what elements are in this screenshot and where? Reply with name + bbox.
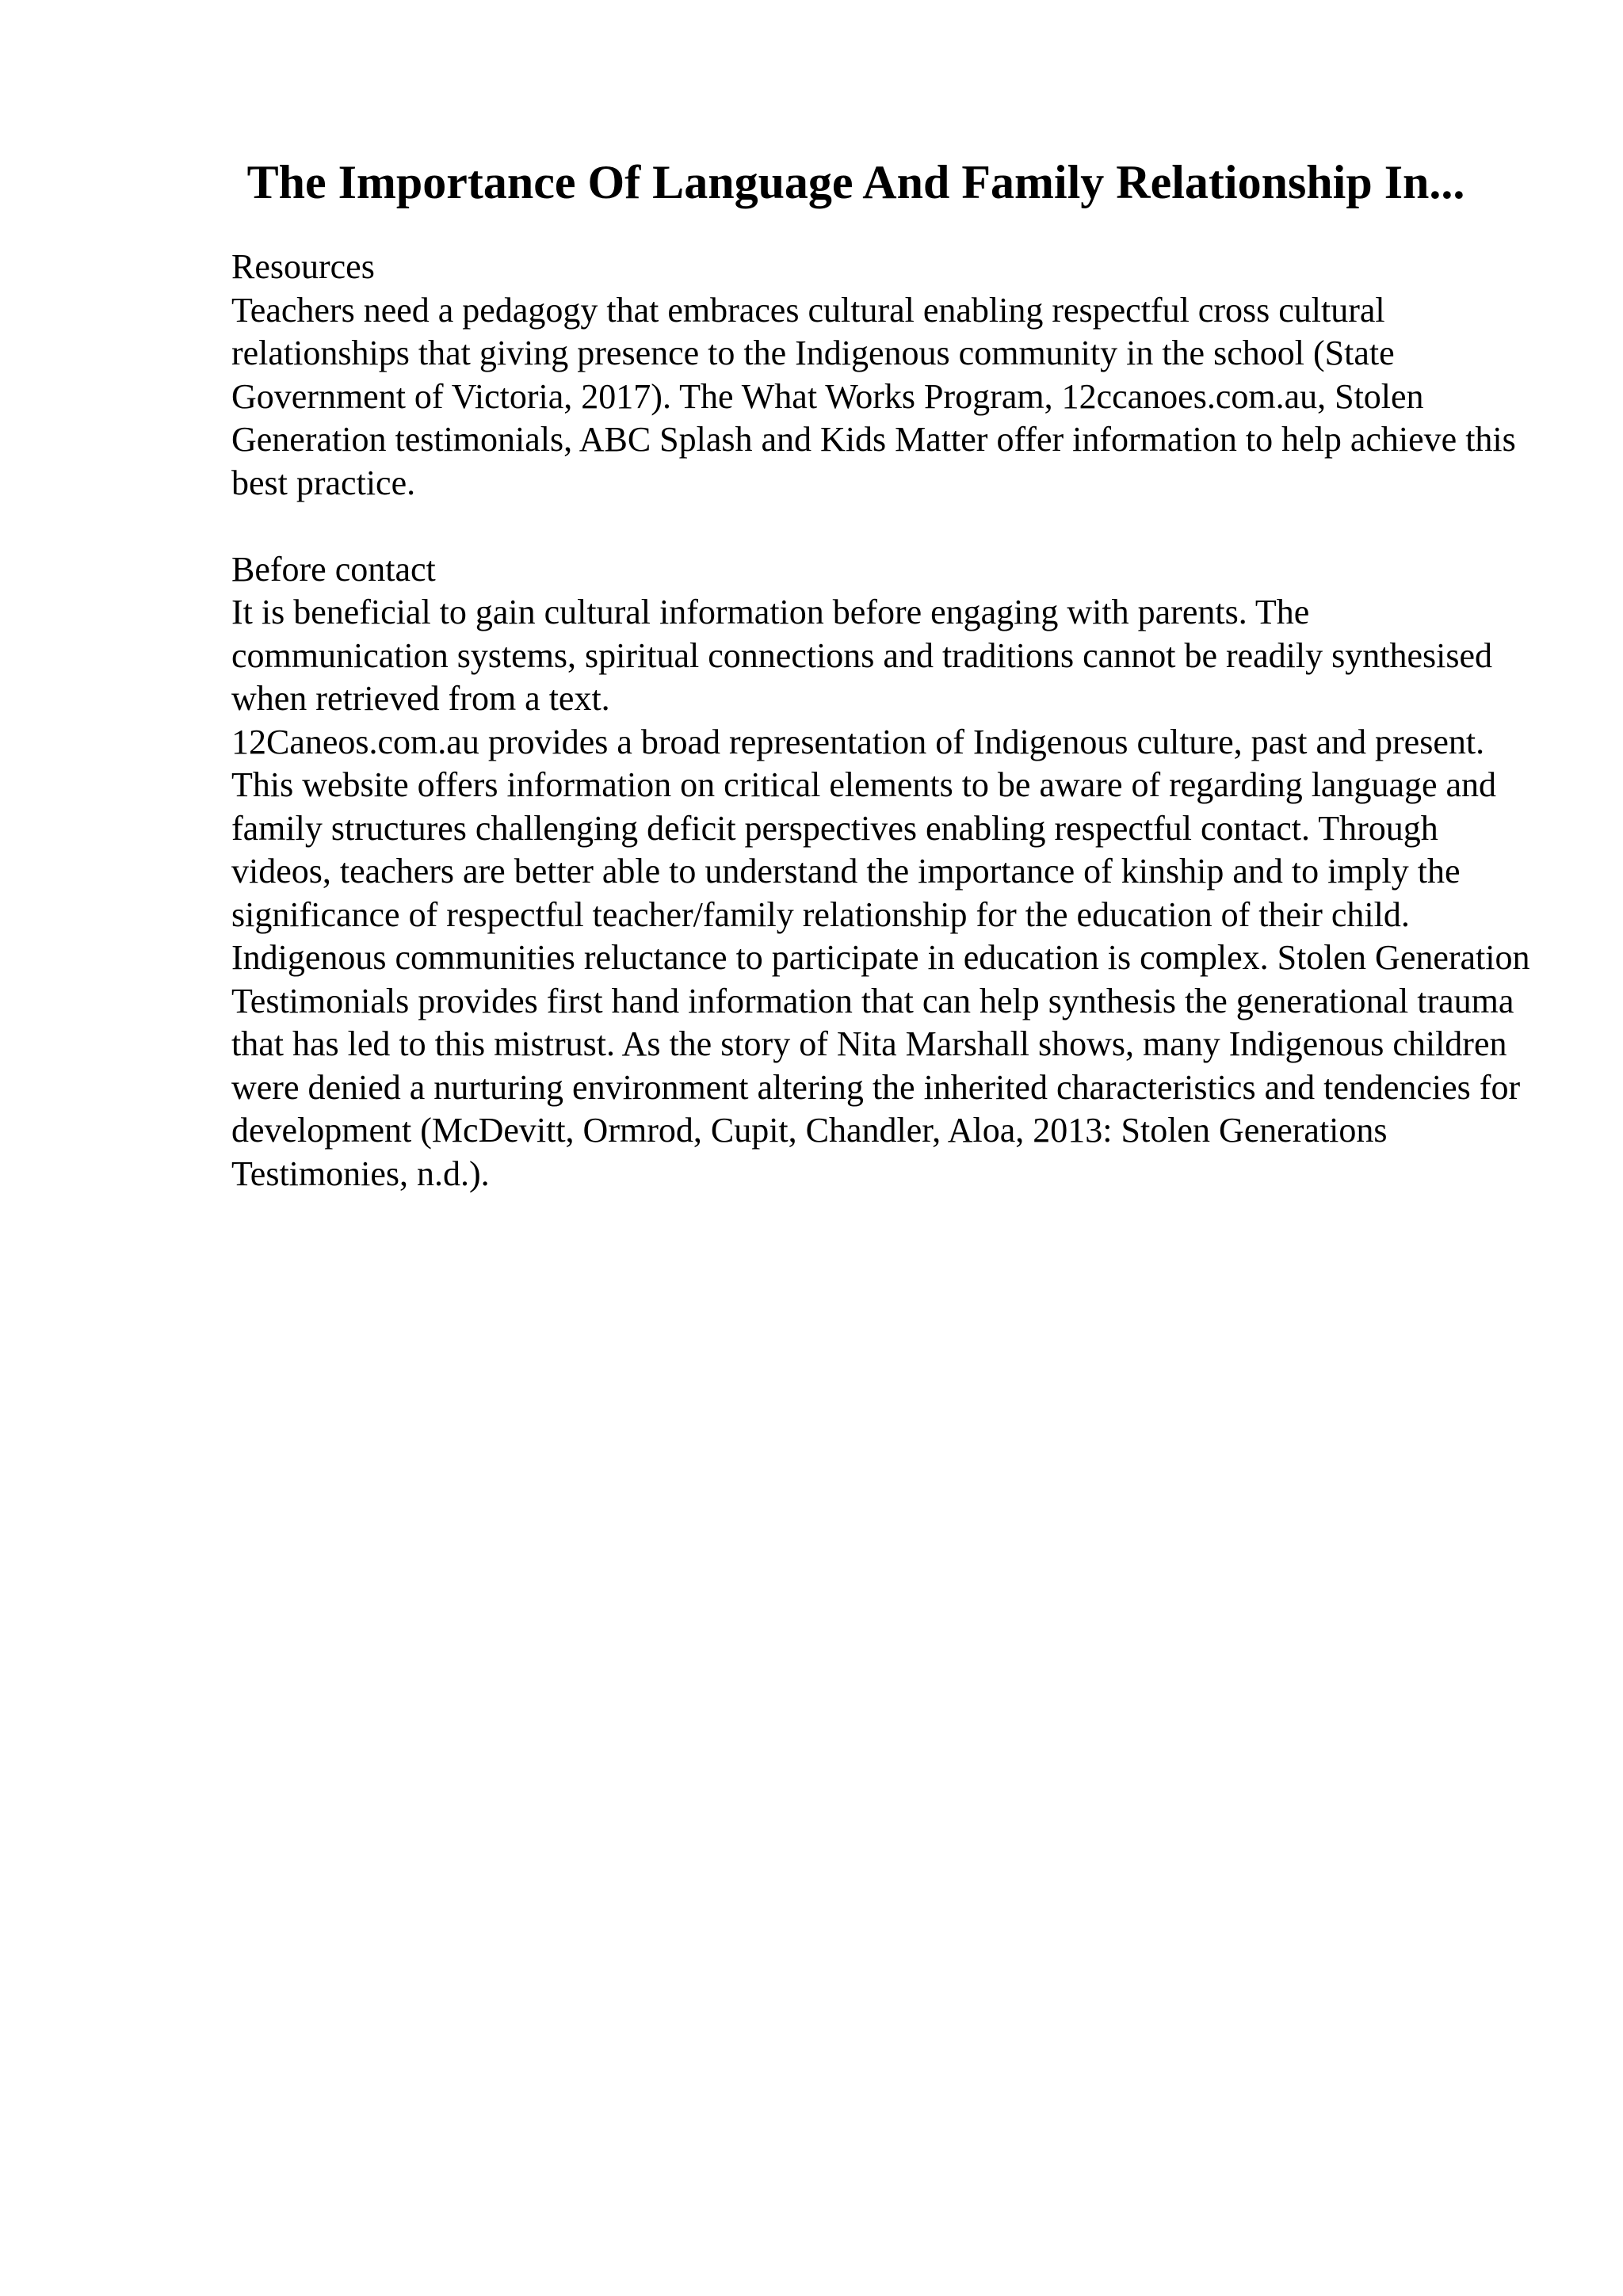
section-heading: Before contact — [231, 549, 436, 589]
paragraph: Indigenous communities reluctance to participate in education is complex. Stolen Generation Testimonials provides first hand information that can help synthesis the generational trauma that has led to this mistrust. As the story of Nita Marshall shows, many Indigenous children were denied a nurturing environment altering the inherited characteristics and tendencies for development (McDevitt, Ormrod, Cupit, Chandler, Aloa, 2013: Stolen Generations Testimonies, n.d.). — [231, 938, 1530, 1193]
paragraph: 12Caneos.com.au provides a broad representation of Indigenous culture, past and present. This website offers information on critical elements to be aware of regarding language and family structures challenging deficit perspectives enabling respectful contact. Through videos, teachers are better able to understand the importance of kinship and to imply the significance of respectful teacher/family relationship for the education of their child. — [231, 722, 1497, 934]
section-resources — [231, 246, 1531, 505]
section-heading: Resources — [231, 247, 375, 286]
paragraph: It is beneficial to gain cultural information before engaging with parents. The communication systems, spiritual connections and traditions cannot be readily synthesised when retrieved from a text. — [231, 593, 1493, 718]
section-before-contact — [231, 548, 1531, 1196]
document-title: The Importance Of Language And Family Relationship In... — [246, 156, 1465, 208]
paragraph-spacer — [231, 505, 1531, 548]
paragraph: Teachers need a pedagogy that embraces cultural enabling respectful cross cultural relationships that giving presence to the Indigenous community in the school (State Government of Victoria, 2017). The What Works Program, 12ccanoes.com.au, Stolen Generation testimonials, ABC Splash and Kids Matter offer information to help achieve this best practice. — [231, 290, 1516, 502]
document-body — [231, 246, 1531, 1196]
